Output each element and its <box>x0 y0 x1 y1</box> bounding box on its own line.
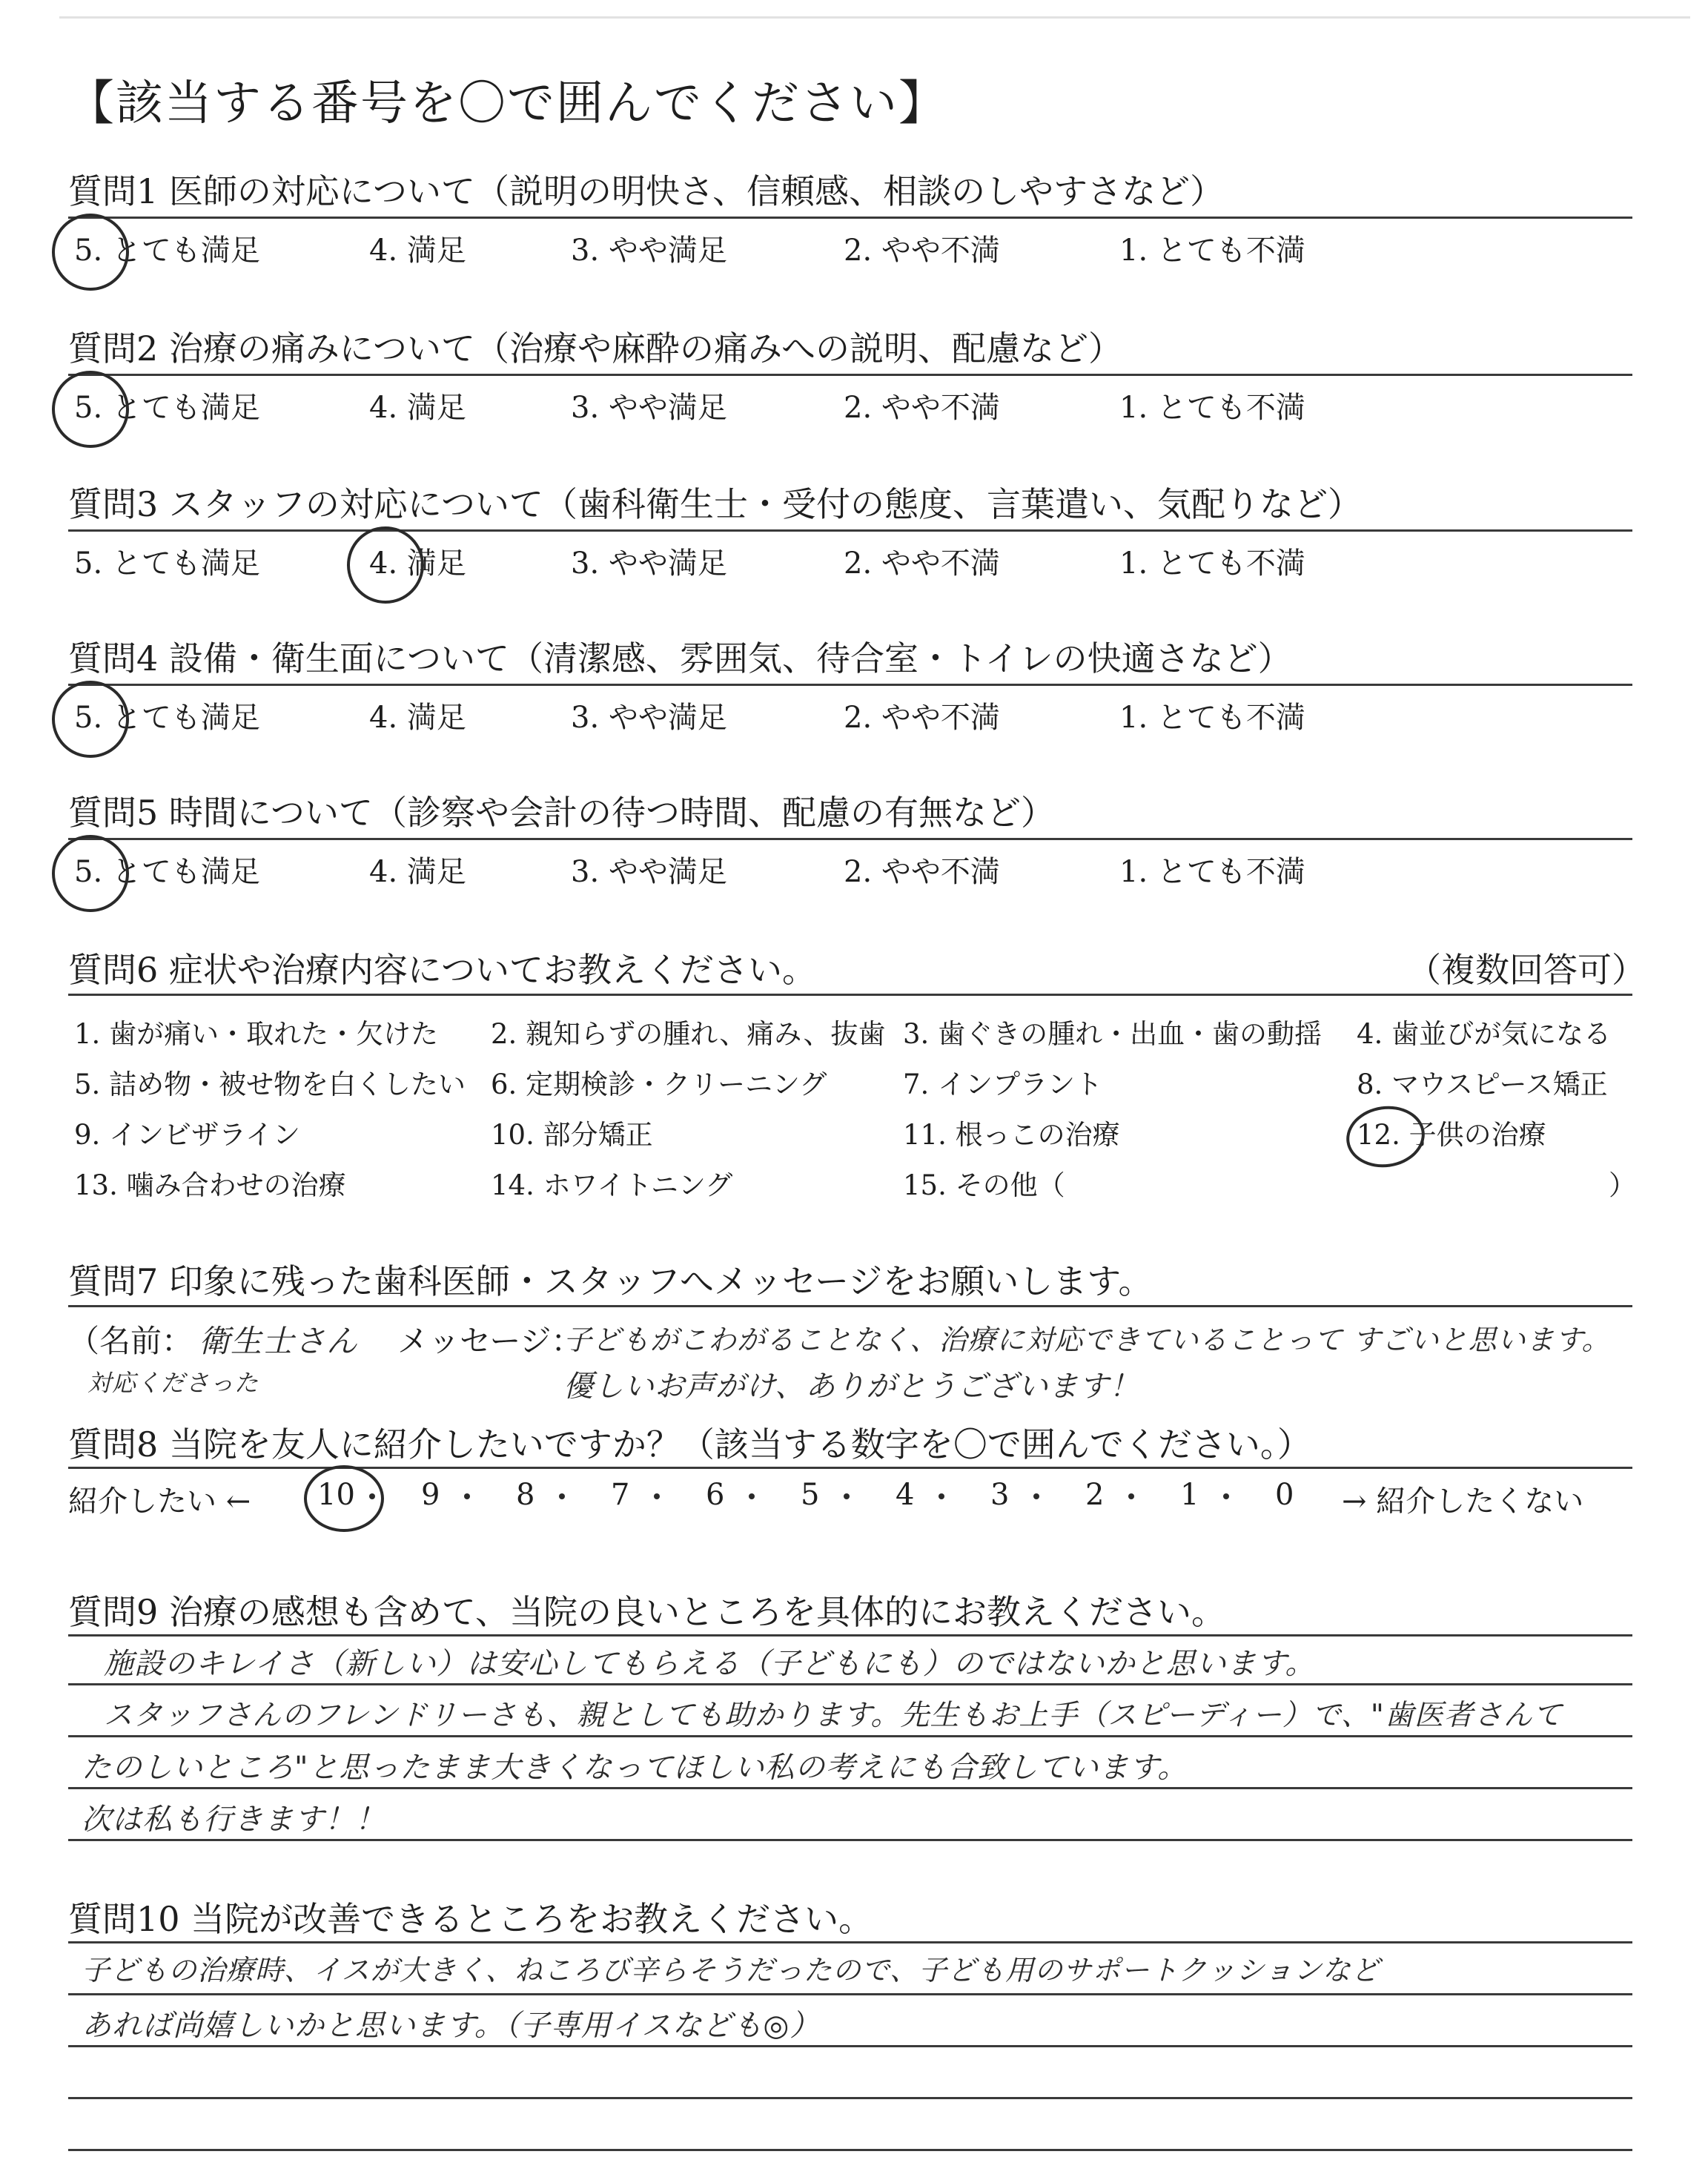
q8-scale-dot <box>1223 1493 1229 1499</box>
q4-option[interactable]: 5. とても満足 <box>74 701 260 735</box>
q3-option[interactable]: 1. とても不満 <box>1119 546 1305 581</box>
q6-rule <box>68 994 1632 996</box>
q8-scale-number[interactable]: 4 <box>896 1478 915 1512</box>
q2-option[interactable]: 2. やや不満 <box>844 391 1000 425</box>
q6-option[interactable]: 10. 部分矯正 <box>491 1119 653 1151</box>
q9-answer-line <box>68 1839 1632 1841</box>
top-rule <box>59 16 1690 19</box>
q6-option[interactable]: 12. 子供の治療 <box>1357 1119 1546 1151</box>
q8-scale-number[interactable]: 2 <box>1085 1478 1105 1512</box>
q7-name-value: 衛生士さん <box>199 1323 359 1359</box>
q4-option[interactable]: 4. 満足 <box>369 701 466 735</box>
q6-option[interactable]: 9. インビザライン <box>74 1119 300 1151</box>
q8-scale-number[interactable]: 7 <box>611 1478 630 1512</box>
q9-line-1: 施設のキレイさ（新しい）は安心してもらえる（子どもにも）のではないかと思います。 <box>104 1647 1316 1681</box>
q4-selection-circle <box>44 673 136 764</box>
q5-option[interactable]: 2. やや不満 <box>844 855 1000 889</box>
q3-option[interactable]: 4. 満足 <box>369 546 466 581</box>
q6-option[interactable]: 14. ホワイトニング <box>491 1169 733 1201</box>
q8-scale-number[interactable]: 0 <box>1275 1478 1294 1512</box>
q5-selection-circle <box>44 828 136 919</box>
q5-option[interactable]: 4. 満足 <box>369 855 466 889</box>
q8-scale-dot <box>1033 1493 1039 1499</box>
q2-option[interactable]: 1. とても不満 <box>1119 391 1305 425</box>
q7-name-value-2: 対応くださった <box>87 1369 259 1397</box>
q8-scale-dot <box>654 1493 660 1499</box>
q8-scale-number[interactable]: 10 <box>317 1478 355 1512</box>
q2-option[interactable]: 5. とても満足 <box>74 391 260 425</box>
q7-name-label: （名前： <box>68 1323 193 1359</box>
q9-rule <box>68 1634 1632 1636</box>
q10-answer-line <box>68 2045 1632 2047</box>
q1-option[interactable]: 5. とても満足 <box>74 234 260 268</box>
q6-option[interactable]: 4. 歯並びが気になる <box>1357 1018 1612 1050</box>
q2-option[interactable]: 3. やや満足 <box>571 391 727 425</box>
q8-title: 質問8 当院を友人に紹介したいですか？（該当する数字を〇で囲んでください。） <box>68 1424 1311 1464</box>
q6-option[interactable]: 5. 詰め物・被せ物を白くしたい <box>74 1069 466 1100</box>
q6-option[interactable]: 7. インプラント <box>903 1069 1103 1100</box>
q4-option[interactable]: 1. とても不満 <box>1119 701 1305 735</box>
q6-option[interactable]: 6. 定期検診・クリーニング <box>491 1069 827 1100</box>
q9-answer-line <box>68 1735 1632 1737</box>
q9-answer-line <box>68 1683 1632 1685</box>
q4-option[interactable]: 2. やや不満 <box>844 701 1000 735</box>
q8-right-label: → 紹介したくない <box>1342 1484 1584 1519</box>
q10-answer-line <box>68 1993 1632 1995</box>
q3-rule <box>68 529 1632 532</box>
q4-title: 質問4 設備・衛生面について（清潔感、雰囲気、待合室・トイレの快適さなど） <box>68 638 1292 678</box>
q1-option[interactable]: 4. 満足 <box>369 234 466 268</box>
q8-scale-dot <box>559 1493 565 1499</box>
q3-option[interactable]: 3. やや満足 <box>571 546 727 581</box>
q1-option[interactable]: 3. やや満足 <box>571 234 727 268</box>
q8-scale-dot <box>939 1493 944 1499</box>
q10-line-2: あれば尚嬉しいかと思います。（子専用イスなども◎） <box>82 2009 821 2043</box>
q10-rule <box>68 1941 1632 1943</box>
q4-option[interactable]: 3. やや満足 <box>571 701 727 735</box>
q9-line-2: スタッフさんのフレンドリーさも、親としても助かります。先生もお上手（スピーディー）で、"歯医者さんて <box>104 1699 1563 1732</box>
q1-rule <box>68 217 1632 219</box>
q8-scale-dot <box>464 1493 470 1499</box>
q8-scale-number[interactable]: 1 <box>1180 1478 1199 1512</box>
q7-message-label: メッセージ： <box>397 1323 583 1359</box>
q6-option[interactable]: 1. 歯が痛い・取れた・欠けた <box>74 1018 439 1050</box>
q6-option[interactable]: 13. 噛み合わせの治療 <box>74 1169 346 1201</box>
q3-option[interactable]: 5. とても満足 <box>74 546 260 581</box>
q6-option[interactable]: 2. 親知らずの腫れ、痛み、抜歯 <box>491 1018 886 1050</box>
q3-title: 質問3 スタッフの対応について（歯科衛生士・受付の態度、言葉遣い、気配りなど） <box>68 484 1362 524</box>
q8-rule <box>68 1467 1632 1469</box>
q5-option[interactable]: 3. やや満足 <box>571 855 727 889</box>
q8-left-label: 紹介したい ← <box>68 1484 251 1519</box>
q10-title: 質問10 当院が改善できるところをお教えください。 <box>68 1899 873 1939</box>
q2-title: 質問2 治療の痛みについて（治療や麻酔の痛みへの説明、配慮など） <box>68 328 1123 369</box>
q6-title: 質問6 症状や治療内容についてお教えください。 <box>68 950 816 990</box>
q4-rule <box>68 684 1632 686</box>
q1-option[interactable]: 1. とても不満 <box>1119 234 1305 268</box>
q10-line-1: 子どもの治療時、イスが大きく、ねころび辛らそうだったので、子ども用のサポートクッションなど <box>82 1954 1380 1986</box>
q1-title: 質問1 医師の対応について（説明の明快さ、信頼感、相談のしやすさなど） <box>68 171 1225 211</box>
page-title: 【該当する番号を〇で囲んでください】 <box>67 76 947 131</box>
q2-rule <box>68 374 1632 376</box>
q5-rule <box>68 838 1632 840</box>
q9-line-4: 次は私も行きます！！ <box>82 1803 385 1837</box>
q9-answer-line <box>68 1787 1632 1789</box>
q7-message-line1: 子どもがこわがることなく、治療に対応できていることって すごいと思います。 <box>563 1324 1611 1356</box>
q8-scale-dot <box>844 1493 850 1499</box>
q8-selection-circle <box>304 1465 384 1532</box>
q8-scale-dot <box>1128 1493 1134 1499</box>
q3-selection-circle <box>340 519 431 610</box>
q6-multiple-note: （複数回答可） <box>1407 950 1646 990</box>
q1-selection-circle <box>44 206 136 297</box>
q2-selection-circle <box>44 363 136 455</box>
q9-title: 質問9 治療の感想も含めて、当院の良いところを具体的にお教えください。 <box>68 1592 1225 1632</box>
q7-rule <box>68 1305 1632 1307</box>
q6-option: ） <box>1609 1169 1636 1201</box>
q5-option[interactable]: 5. とても満足 <box>74 855 260 889</box>
q7-title: 質問7 印象に残った歯科医師・スタッフへメッセージをお願いします。 <box>68 1261 1153 1301</box>
q5-title: 質問5 時間について（診察や会計の待つ時間、配慮の有無など） <box>68 793 1055 833</box>
q8-scale-number[interactable]: 5 <box>801 1478 820 1512</box>
q2-option[interactable]: 4. 満足 <box>369 391 466 425</box>
q8-scale-dot <box>749 1493 755 1499</box>
q10-answer-line <box>68 2149 1632 2151</box>
q7-message-line2: 優しいお声がけ、ありがとうございます！ <box>563 1370 1140 1404</box>
q8-scale-number[interactable]: 3 <box>990 1478 1010 1512</box>
q6-option[interactable]: 15. その他（ <box>903 1169 1065 1201</box>
q5-option[interactable]: 1. とても不満 <box>1119 855 1305 889</box>
q6-option[interactable]: 11. 根っこの治療 <box>903 1119 1120 1151</box>
q1-option[interactable]: 2. やや不満 <box>844 234 1000 268</box>
q6-option[interactable]: 8. マウスピース矯正 <box>1357 1069 1608 1100</box>
q9-line-3: たのしいところ"と思ったまま大きくなってほしい私の考えにも合致しています。 <box>82 1751 1188 1785</box>
q8-scale-number[interactable]: 9 <box>421 1478 440 1512</box>
q6-option[interactable]: 3. 歯ぐきの腫れ・出血・歯の動揺 <box>903 1018 1323 1050</box>
q10-answer-line <box>68 2097 1632 2099</box>
q8-scale-number[interactable]: 6 <box>706 1478 725 1512</box>
q3-option[interactable]: 2. やや不満 <box>844 546 1000 581</box>
q8-scale-number[interactable]: 8 <box>516 1478 535 1512</box>
